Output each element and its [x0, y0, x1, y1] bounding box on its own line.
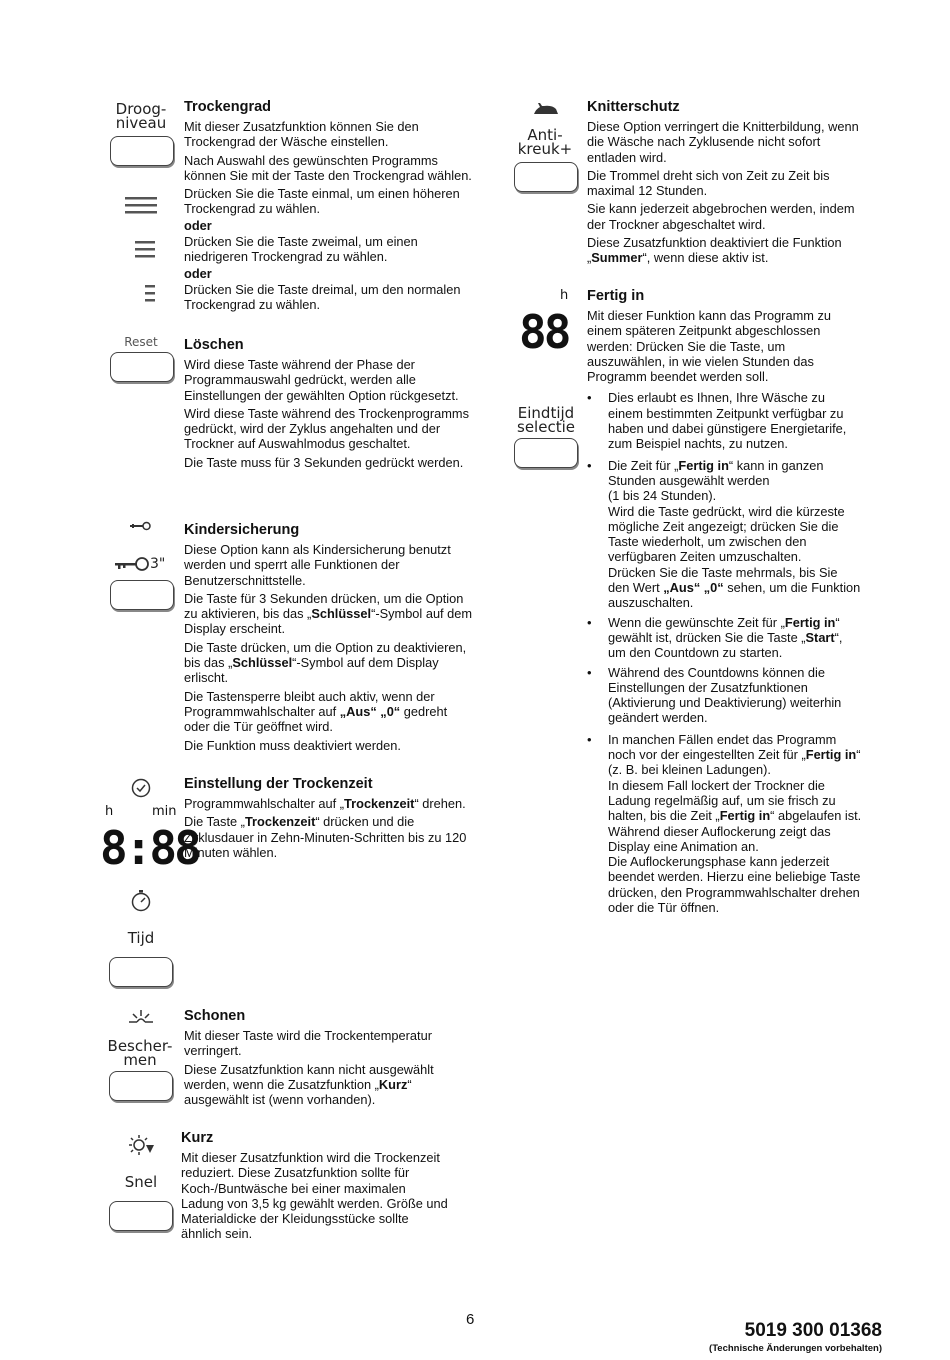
or-text: oder: [184, 265, 212, 281]
or-text: oder: [184, 217, 212, 233]
droogniveau-button[interactable]: [110, 136, 174, 166]
paragraph: Nach Auswahl des gewünschten Programms können Sie mit der Taste den Trockengrad wählen.: [184, 152, 472, 183]
section-trockenzeit: [184, 776, 469, 860]
section-kindersicherung: [184, 522, 476, 753]
paragraph: Diese Option kann als Kindersicherung benutzt werden und sperrt alle Funktionen der Benutzerschnittstelle.: [184, 542, 451, 588]
antikreuk-label: Anti- kreuk+: [517, 126, 573, 158]
section-title: Löschen: [184, 337, 244, 353]
section-knitterschutz: [587, 99, 867, 266]
paragraph: Die Taste muss für 3 Sekunden gedrückt werden.: [184, 454, 464, 470]
paragraph: Mit dieser Funktion kann das Programm zu einem späteren Zeitpunkt abgeschlossen werden: Drücken Sie die Taste, um auszuwählen, in wie vielen Stunden das Programm beendet werden soll.: [587, 308, 831, 385]
section-title: Fertig in: [587, 288, 645, 304]
section-fertig-in: [587, 288, 862, 915]
paragraph: Diese Option verringert die Knitterbildung, wenn die Wäsche nach Zyklusende nicht sofort entladen wird.: [587, 119, 859, 165]
list-item: • Wenn die gewünschte Zeit für „Fertig in“ gewählt ist, drücken Sie die Taste „Start“, um den Countdown zu starten.: [587, 615, 862, 661]
paragraph: Drücken Sie die Taste zweimal, um einen niedrigeren Trockengrad zu wählen.: [184, 234, 418, 265]
snel-label: Snel: [124, 1173, 158, 1191]
section-title: Kurz: [181, 1130, 214, 1146]
beschermen-label: Bescher- men: [107, 1037, 173, 1069]
gentle-low-heat-icon: [127, 1008, 155, 1026]
dryness-level-medium-icon: [135, 240, 155, 260]
paragraph: Die Funktion muss deaktiviert werden.: [184, 737, 401, 753]
paragraph: Mit dieser Zusatzfunktion können Sie den Trockengrad der Wäsche einstellen.: [184, 119, 419, 150]
section-title: Knitterschutz: [587, 99, 680, 115]
page-number: 6: [466, 1311, 475, 1328]
child-lock-button[interactable]: [110, 580, 174, 610]
list-item: • Die Zeit für „Fertig in“ kann in ganzen Stunden ausgewählt werden (1 bis 24 Stunden). Wird die Taste gedrückt, wird die kürzeste mögliche Zeit angezeigt; drücken Sie die Taste wiederholt, um zwischen den verfügbaren Zeiten umzuschalten. Drücken Sie die Taste mehrmals, bis Sie den Wert „Aus“ „0“ sehen, um die Funktion auszuschalten.: [587, 458, 862, 611]
tijd-label: Tijd: [127, 929, 155, 947]
paragraph: Mit dieser Taste wird die Trockentemperatur verringert.: [184, 1028, 432, 1059]
section-title: Schonen: [184, 1008, 246, 1024]
section-trockengrad: [184, 99, 476, 313]
reset-label: Reset: [124, 335, 158, 349]
paragraph: Mit dieser Zusatzfunktion wird die Trockenzeit reduziert. Diese Zusatzfunktion sollte für Koch-/Buntwäsche bei einer maximalen Ladung von 3,5 kg gewählt werden. Größe und Materialdicke der Kleidungsstücke sollte ähnlich sein.: [181, 1150, 448, 1242]
key-icon: [130, 521, 152, 531]
dryness-level-normal-icon: [145, 284, 157, 304]
paragraph: Die Trommel dreht sich von Zeit zu Zeit bis maximal 12 Stunden.: [587, 167, 830, 199]
child-lock-seconds-label: 3": [150, 556, 166, 572]
timer-icon: [131, 890, 151, 912]
list-item: • Während des Countdowns können die Einstellungen der Zusatzfunktionen (Aktivierung und Deaktivierung) weiterhin geändert werden.: [587, 665, 862, 726]
time-display: [100, 821, 199, 875]
paragraph: Diese Zusatzfunktion kann nicht ausgewählt werden, wenn die Zusatzfunktion „Kurz“ ausgewählt ist (wenn vorhanden).: [184, 1061, 434, 1108]
eindtijd-button[interactable]: [514, 438, 578, 468]
dryness-level-high-icon: [125, 195, 157, 217]
tijd-button[interactable]: [109, 957, 173, 987]
section-loeschen: [184, 337, 476, 470]
paragraph: Drücken Sie die Taste einmal, um einen höheren Trockengrad zu wählen.: [184, 186, 460, 217]
snel-button[interactable]: [109, 1201, 173, 1231]
section-schonen: [184, 1008, 464, 1107]
paragraph: Programmwahlschalter auf „Trockenzeit“ drehen.: [184, 796, 466, 811]
paragraph: Die Taste für 3 Sekunden drücken, um die Option zu aktivieren, bis das „Schlüssel“-Symbol auf dem Display erscheint.: [184, 590, 473, 637]
paragraph: Die Tastensperre bleibt auch aktiv, wenn der Programmwahlschalter auf „Aus“ „0“ gedreht oder die Tür geöffnet wird.: [184, 688, 448, 735]
paragraph: Wird diese Taste während der Phase der Programmauswahl gedrückt, werden alle Einstellungen der gewählten Option rückgesetzt.: [184, 357, 459, 403]
footer-note: (Technische Änderungen vorbehalten): [709, 1343, 882, 1354]
section-kurz: [181, 1130, 451, 1242]
child-lock-key-icon: [115, 556, 151, 572]
beschermen-button[interactable]: [109, 1071, 173, 1101]
delay-display: [519, 305, 579, 359]
paragraph: Sie kann jederzeit abgebrochen werden, indem der Trockner abgeschaltet wird.: [587, 201, 855, 232]
paragraph: Die Taste drücken, um die Option zu deaktivieren, bis das „Schlüssel“-Symbol auf dem Display erlischt.: [184, 639, 467, 686]
paragraph: Wird diese Taste während des Trockenprogramms gedrückt, wird der Zyklus angehalten und der Trockner auf Auswahlmodus geschaltet.: [184, 405, 469, 452]
eindtijd-label: Eindtijd selectie: [517, 404, 575, 436]
droogniveau-label: Droog- niveau: [115, 100, 167, 132]
iron-icon: [532, 102, 560, 116]
quick-dry-sun-icon: [127, 1134, 155, 1156]
document-number: 5019 300 01368: [744, 1320, 882, 1341]
paragraph: Drücken Sie die Taste dreimal, um den normalen Trockengrad zu wählen.: [184, 281, 461, 313]
clock-icon: [131, 778, 151, 798]
paragraph: Diese Zusatzfunktion deaktiviert die Funktion „Summer“, wenn diese aktiv ist.: [587, 235, 842, 266]
delay-display-digits: 88: [519, 305, 569, 359]
list-item: • Dies erlaubt es Ihnen, Ihre Wäsche zu einem bestimmten Zeitpunkt verfügbar zu haben und dabei günstigere Energietarife, zum Beispiel nachts, zu nutzen.: [587, 390, 862, 451]
section-title: Kindersicherung: [184, 522, 300, 538]
paragraph: Die Taste „Trockenzeit“ drücken und die Zyklusdauer in Zehn-Minuten-Schritten bis zu 120 Minuten wählen.: [184, 814, 467, 860]
hours-unit-label: h: [105, 804, 114, 819]
section-title: Trockengrad: [184, 99, 272, 115]
antikreuk-button[interactable]: [514, 162, 578, 192]
list-item: • In manchen Fällen endet das Programm noch vor der eingestellten Zeit für „Fertig in“ (z. B. bei kleinen Ladungen). In diesem Fall lockert der Trockner die Ladung regelmäßig auf, um sie frisch zu halten, bis die Zeit „Fertig in“ abgelaufen ist. Während dieser Auflockerung zeigt das Display eine Animation an. Die Auflockerungsphase kann jederzeit beendet werden. Hierzu eine beliebige Taste drücken, den Programmwahlschalter drehen oder die Tür öffnen.: [587, 732, 862, 916]
minutes-unit-label: min: [152, 804, 177, 819]
reset-button[interactable]: [110, 352, 174, 382]
hours-unit-label: h: [560, 288, 569, 303]
section-title: Einstellung der Trockenzeit: [184, 776, 373, 792]
time-display-digits: 8:88: [100, 821, 199, 875]
